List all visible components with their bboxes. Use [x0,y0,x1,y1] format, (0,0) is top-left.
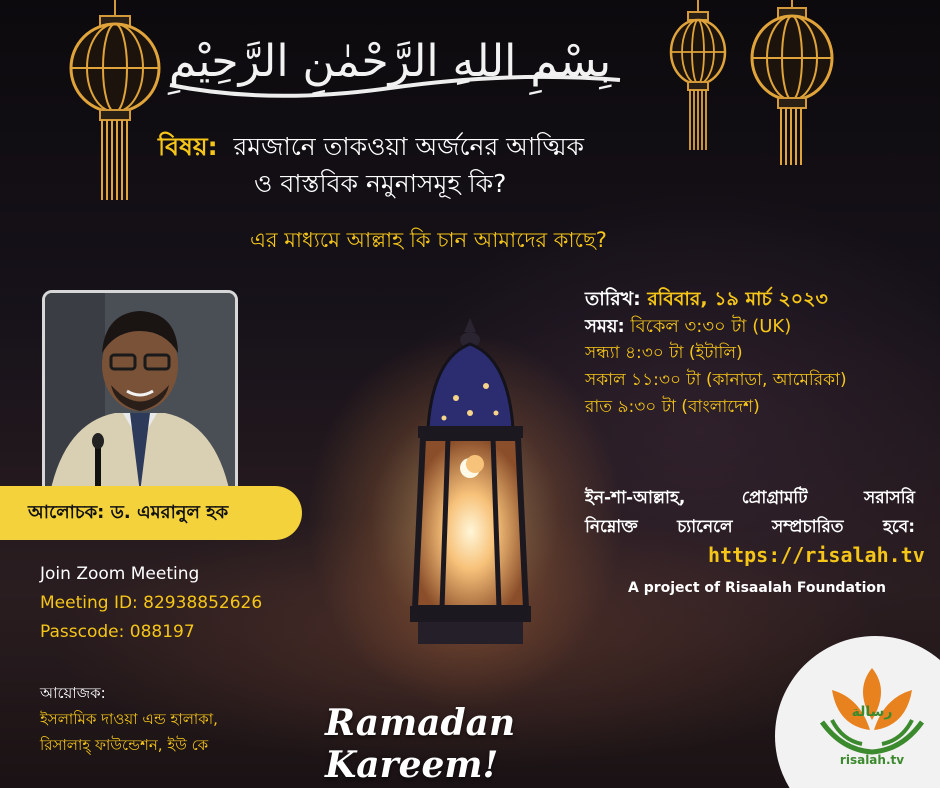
logo-arabic-text: رسالة [851,704,893,720]
zoom-join-text[interactable]: Join Zoom Meeting [40,564,200,584]
organizer-label: আয়োজক: [40,684,106,702]
zoom-info [40,560,262,647]
risalah-logo-icon [812,660,932,770]
broadcast-line-1: ইন-শা-আল্লাহ, প্রোগ্রামটি সরাসরি [585,488,915,508]
zoom-passcode: Passcode: 088197 [40,622,195,642]
topic-title [158,128,798,202]
time-uk: বিকেল ৩:৩০ টা (UK) [630,316,792,337]
bismillah-calligraphy [150,10,630,120]
organizer-line-1: ইসলামিক দাওয়া এন্ড হালাকা, [40,710,218,728]
topic-line-1: রমজানে তাকওয়া অর্জনের আত্মিক [233,132,585,161]
glowing-lantern-icon [378,318,563,658]
date-value: রবিবার, ১৯ মার্চ ২০২৩ [647,288,828,310]
speaker-photo [42,290,238,496]
topic-label: বিষয়: [158,132,218,161]
time-canada: সকাল ১১:৩০ টা (কানাডা, আমেরিকা) [585,370,847,390]
topic-line-2: ও বাস্তবিক নমুনাসমূহ কি? [254,169,507,198]
organizer-block [40,680,218,758]
time-bangladesh: রাত ৯:৩০ টা (বাংলাদেশ) [585,397,760,417]
time-label: সময়: [585,316,625,337]
broadcast-line-2: নিম্নোক্ত চ্যানেলে সম্প্রচারিত হবে: [585,517,915,537]
time-italy: সন্ধ্যা ৪:৩০ টা (ইটালি) [585,343,743,363]
ramadan-kareem-greeting: Ramadan Kareem! [325,702,516,786]
bismillah-text: بِسْمِ اللهِ الرَّحْمٰنِ الرَّحِيْمِ [168,36,612,87]
topic-subtitle: এর মাধ্যমে আল্লাহ কি চান আমাদের কাছে? [250,228,607,252]
schedule-block [585,286,847,421]
organizer-line-2: রিসালাহ্ ফাউন্ডেশন, ইউ কে [40,736,209,754]
risalah-url-link[interactable]: https://risalah.tv [708,543,925,567]
zoom-meeting-id: Meeting ID: 82938852626 [40,593,263,613]
speaker-label: আলোচক: ড. এমরানুল হক [0,486,302,540]
logo-text: risalah.tv [839,753,905,767]
project-credit: A project of Risaalah Foundation [628,580,886,596]
date-label: তারিখ: [585,288,641,310]
broadcast-notice [585,484,915,542]
